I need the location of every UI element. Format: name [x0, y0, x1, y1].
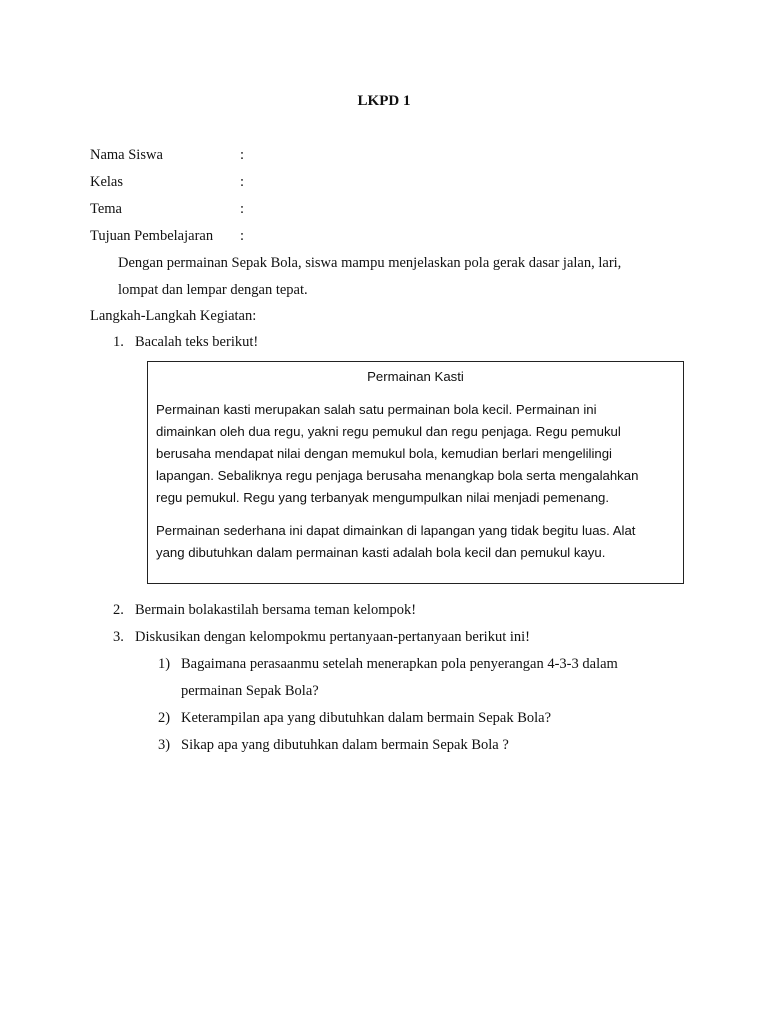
objective-line-1: Dengan permainan Sepak Bola, siswa mampu menjelaskan pola gerak dasar jalan, lari,: [118, 255, 622, 271]
objective-line-2: lompat dan lempar dengan tepat.: [118, 282, 308, 298]
question-text: Bagaimana perasaanmu setelah menerapkan pola penyerangan 4-3-3 dalam: [181, 656, 618, 672]
question-number: 3): [158, 737, 171, 753]
question-text: Keterampilan apa yang dibutuhkan dalam bermain Sepak Bola?: [181, 710, 552, 726]
step-number: 3.: [113, 629, 124, 645]
question-number: 2): [158, 710, 171, 726]
steps-heading: Langkah-Langkah Kegiatan:: [90, 308, 257, 324]
field-colon: :: [240, 174, 245, 190]
field-label: Tujuan Pembelajaran: [90, 228, 214, 244]
reading-title: Permainan Kasti: [367, 369, 464, 384]
reading-line: Permainan kasti merupakan salah satu permainan bola kecil. Permainan ini: [156, 402, 597, 417]
step-number: 1.: [113, 334, 124, 350]
step-number: 2.: [113, 602, 124, 618]
step-text: Bermain bolakastilah bersama teman kelompok!: [135, 602, 417, 618]
page-title: LKPD 1: [357, 93, 411, 109]
reading-line: lapangan. Sebaliknya regu penjaga berusaha menangkap bola serta mengalahkan: [156, 468, 639, 483]
question-number: 1): [158, 656, 171, 672]
field-colon: :: [240, 147, 245, 163]
field-label: Kelas: [90, 174, 124, 190]
reading-line: berusaha mendapat nilai dengan memukul bola, kemudian berlari mengelilingi: [156, 446, 612, 461]
field-label: Tema: [90, 201, 122, 217]
field-colon: :: [240, 228, 245, 244]
reading-line: regu pemukul. Regu yang terbanyak mengumpulkan nilai menjadi pemenang.: [156, 490, 610, 505]
reading-line: Permainan sederhana ini dapat dimainkan di lapangan yang tidak begitu luas. Alat: [156, 523, 636, 538]
field-kelas: [90, 174, 244, 191]
reading-line: dimainkan oleh dua regu, yakni regu pemukul dan regu penjaga. Regu pemukul: [156, 424, 621, 439]
field-colon: :: [240, 201, 245, 217]
field-label: Nama Siswa: [90, 147, 163, 163]
reading-line: yang dibutuhkan dalam permainan kasti adalah bola kecil dan pemukul kayu.: [156, 545, 606, 560]
question-text: Sikap apa yang dibutuhkan dalam bermain Sepak Bola ?: [181, 737, 509, 753]
step-text: Bacalah teks berikut!: [135, 334, 259, 350]
question-text: permainan Sepak Bola?: [181, 683, 319, 699]
field-tujuan-pembelajaran: [90, 228, 244, 245]
reading-text-box: [147, 361, 684, 584]
field-tema: [90, 201, 244, 218]
step-text: Diskusikan dengan kelompokmu pertanyaan-pertanyaan berikut ini!: [135, 629, 531, 645]
field-nama-siswa: [90, 147, 244, 164]
